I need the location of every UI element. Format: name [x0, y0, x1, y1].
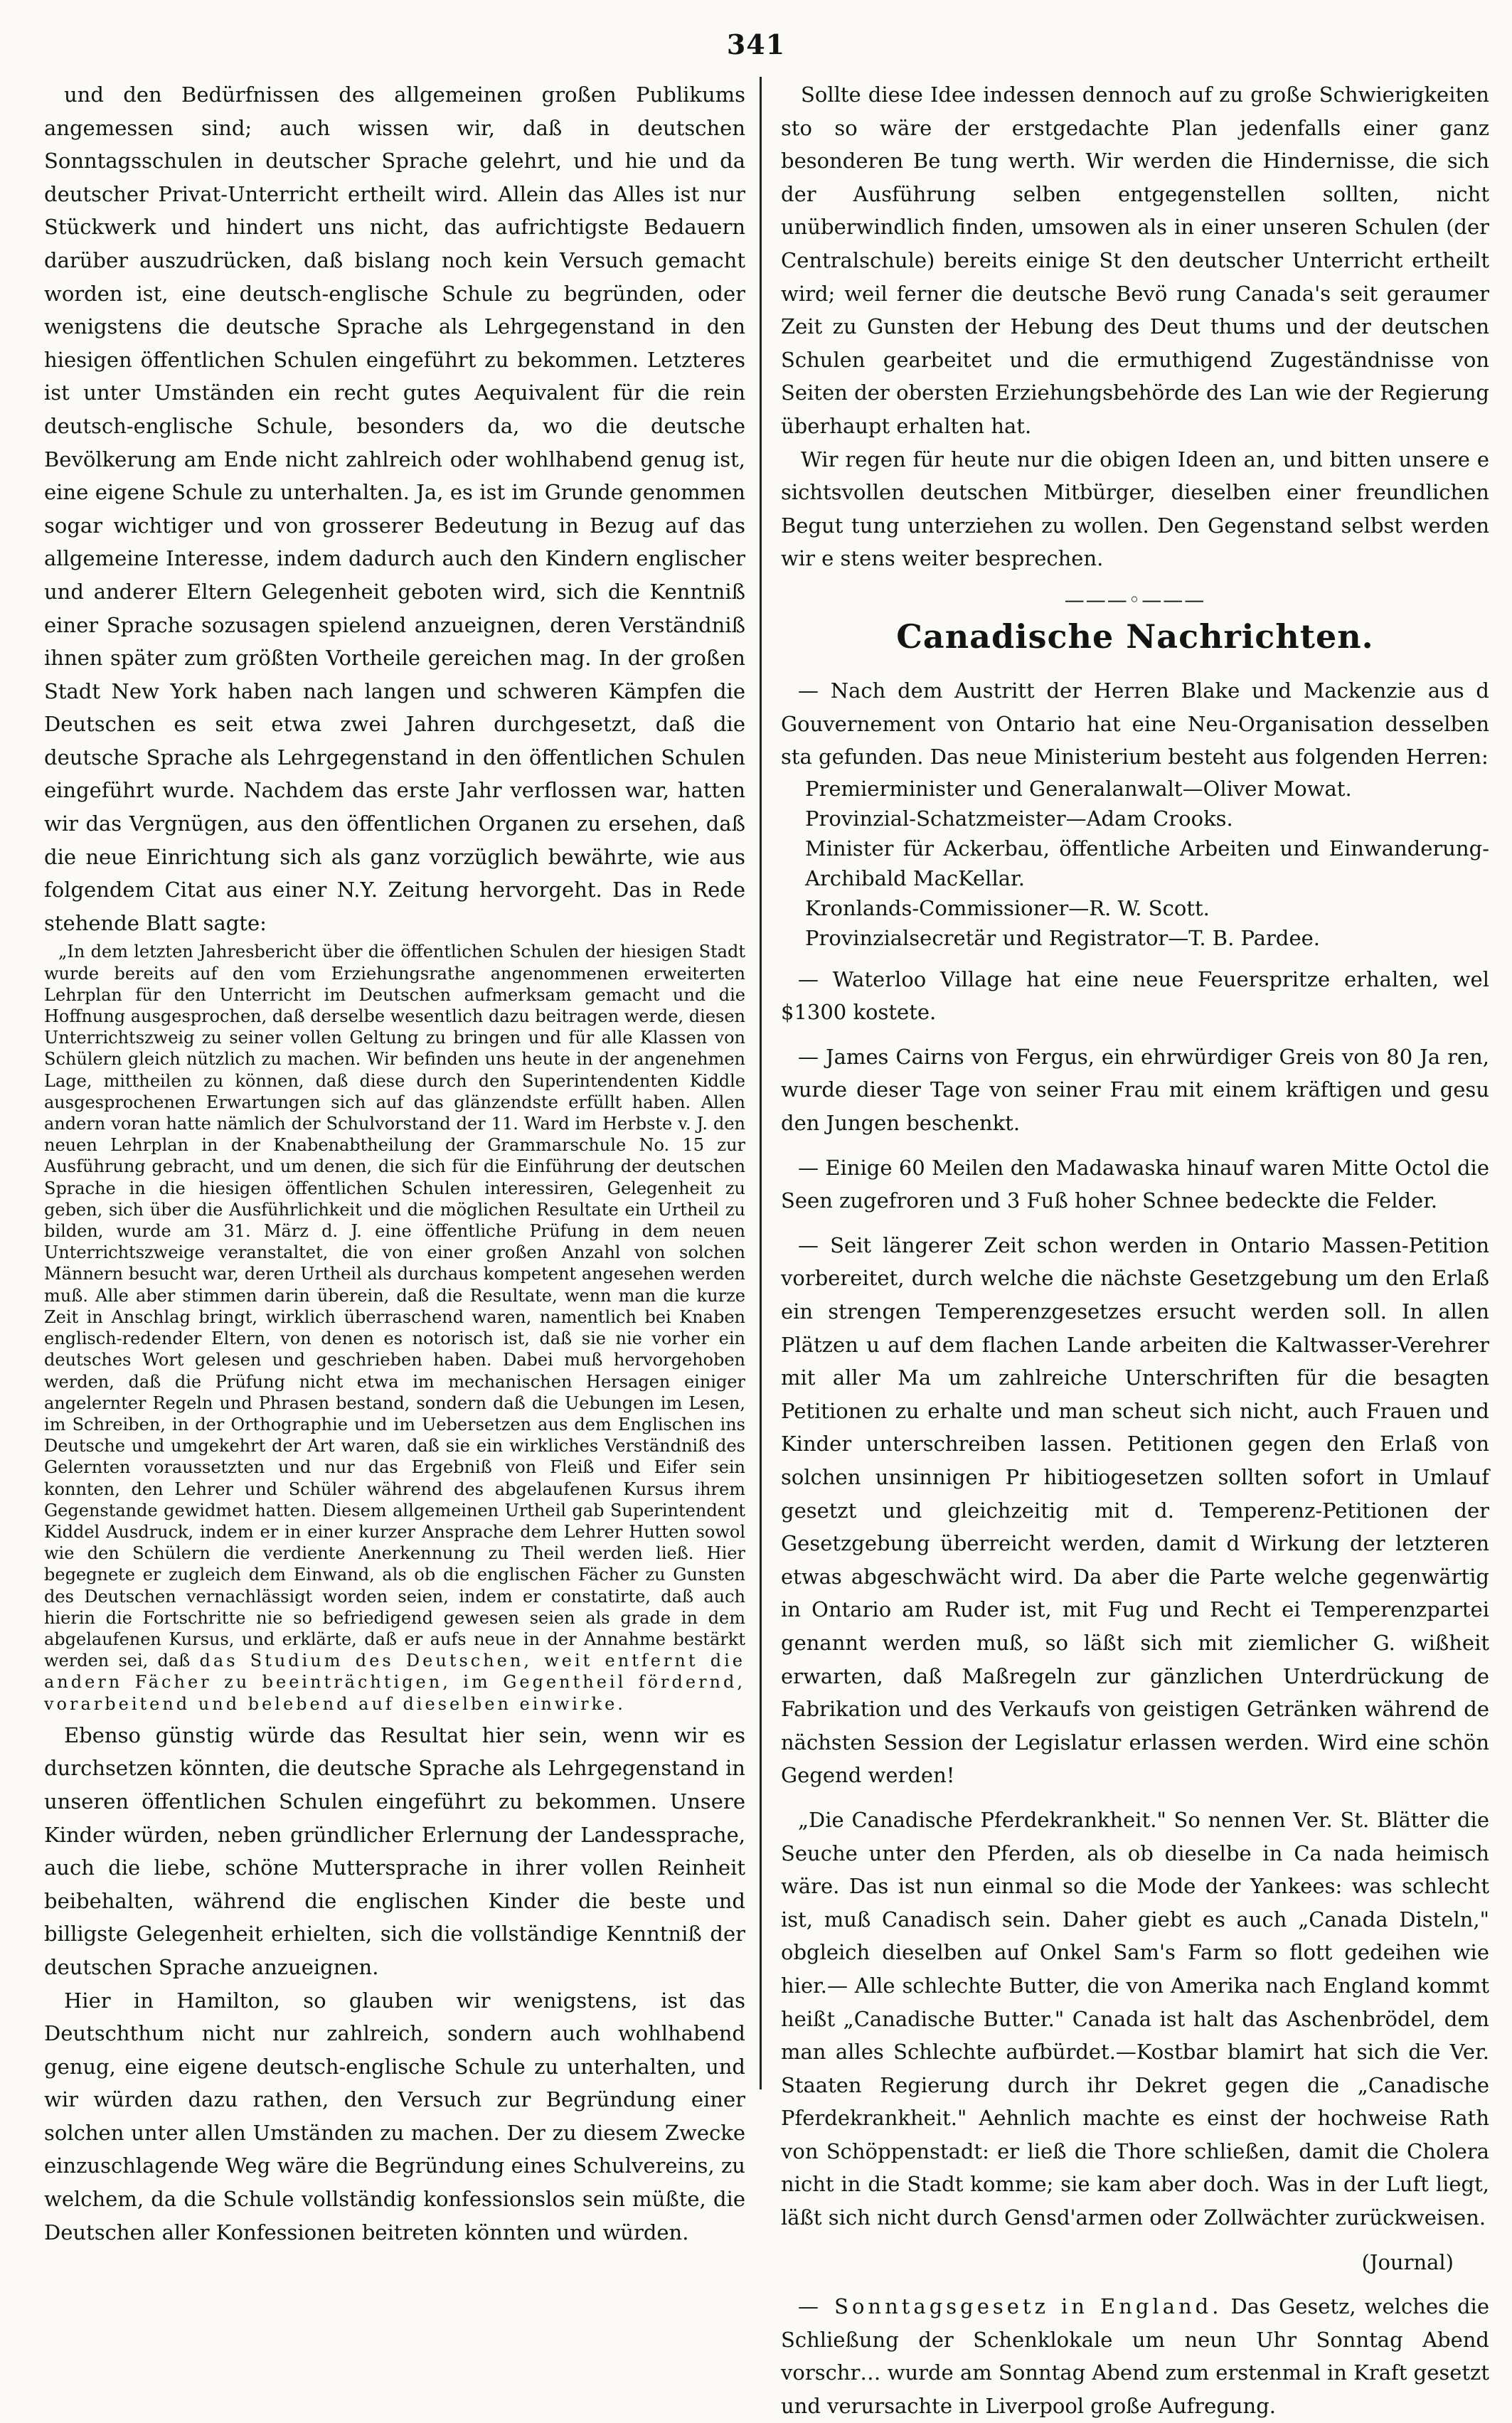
news-item-sunday-law-text: Das Gesetz, welches die Schließung der Schenklokale um neun Uhr Sonntag Abend vorschr… wurde am Sonntag Abend zum erstenmal in Kraft gesetzt und verursachte in Liverpool große Aufregung. [781, 2294, 1489, 2419]
news-item-waterloo: — Waterloo Village hat eine neue Feuerspritze erhalten, wel $1300 kostete. [781, 966, 1489, 1025]
journal-attribution: (Journal) [1361, 2249, 1454, 2274]
quoted-report-emphasis: das Studium des Deutschen, weit entfernt die andern Fächer zu beeinträchtigen, im Gegentheil fördernd, vorarbeitend und belebend auf dieselben einwirke. [44, 1651, 745, 1714]
left-column [44, 78, 745, 2244]
news-item-sunday-law [781, 2290, 1489, 2422]
minister-entry: Minister für Ackerbau, öffentliche Arbeiten und Einwanderung-Archibald MacKellar. [805, 836, 1489, 890]
section-separator: ———◦——— [1064, 587, 1206, 612]
minister-entry: Premierminister und Generalanwalt—Oliver Mowat. [805, 776, 1352, 801]
news-item-temperance: — Seit längerer Zeit schon werden in Ontario Massen-Petition vorbereitet, durch welche die nächste Gesetzgebung um den Erlaß ein strengen Temperenzgesetzes ersucht werden soll. In allen Plätzen u auf dem flachen Lande arbeiten die Kaltwasser-Verehrer mit aller Ma um zahlreiche Unterschriften für die besagten Petitionen zu erhalte und man scheut sich nicht, auch Frauen und Kinder unterschreiben lassen. Petitionen gegen den Erlaß von solchen unsinnigen Pr hibitiogesetzen sollten sofort in Umlauf gesetzt und gleichzeitig mit d. Temperenz-Petitionen der Gesetzgebung überreicht werden, damit d Wirkung der letzteren etwas abgeschwächt wird. Da aber die Parte welche gegenwärtig in Ontario am Ruder ist, mit Fug und Recht ei Temperenzpartei genannt werden muß, so läßt sich mit ziemlicher G. wißheit erwarten, daß Maßregeln zur gänzlichen Unterdrückung de Fabrikation und des Verkaufs von geistigen Getränken während de nächsten Session der Legislatur erlassen werden. Wird eine schön Gegend werden! [781, 1232, 1489, 1788]
left-paragraph-3: Hier in Hamilton, so glauben wir wenigstens, ist das Deutschthum nicht nur zahlreich, sondern auch wohlhabend genug, eine eigene deutsch-englische Schule zu unterhalten, und wir würden dazu rathen, den Versuch zur Begründung einer solchen unter allen Umständen zu machen. Der zu diesem Zwecke einzuschlagende Weg wäre die Begründung eines Schulvereins, zu welchem, da die Schule vollständig konfessionslos sein müßte, die Deutschen aller Konfessionen beitreten könnten und würden. [44, 1988, 745, 2244]
news-item-madawaska: — Einige 60 Meilen den Madawaska hinauf waren Mitte Octol die Seen zugefroren und 3 Fuß hoher Schnee bedeckte die Felder. [781, 1155, 1489, 1213]
ministers-list [805, 774, 1489, 953]
right-paragraph-1: Sollte diese Idee indessen dennoch auf zu große Schwierigkeiten sto so wäre der erstgedachte Plan jedenfalls einer ganz besonderen Be tung werth. Wir werden die Hindernisse, die sich der Ausführung selben entgegenstellen sollten, nicht unüberwindlich finden, umsowen als in einer unseren Schulen (der Centralschule) bereits einige St den deutscher Unterricht ertheilt wird; weil ferner die deutsche Bevö rung Canada's seit geraumer Zeit zu Gunsten der Hebung des Deut thums und der deutschen Schulen gearbeitet und die ermuthigend Zugeständnisse von Seiten der obersten Erziehungsbehörde des Lan wie der Regierung überhaupt erhalten hat. [781, 82, 1489, 438]
left-paragraph-1: und den Bedürfnissen des allgemeinen großen Publikums angemessen sind; auch wissen wir, daß in deutschen Sonntagsschulen in deutscher Sprache gelehrt, und hie und da deutscher Privat-Unterricht ertheilt wird. Allein das Alles ist nur Stückwerk und hindert uns nicht, das aufrichtigste Bedauern darüber auszudrücken, daß bislang noch kein Versuch gemacht worden ist, eine deutsch-englische Schule zu begründen, oder wenigstens die deutsche Sprache als Lehrgegenstand in den hiesigen öffentlichen Schulen eingeführt zu bekommen. Letzteres ist unter Umständen ein recht gutes Aequivalent für die rein deutsch-englische Schule, besonders da, wo die deutsche Bevölkerung am Ende nicht zahlreich oder wohlhabend genug ist, eine eigene Schule zu unterhalten. Ja, es ist im Grunde genommen sogar wichtiger und von grosserer Bedeutung in Bezug auf das allgemeine Interesse, indem dadurch auch den Kindern englischer und anderer Eltern Gelegenheit geboten wird, sich die Kenntniß einer Sprache sozusagen spielend anzueignen, deren Verständniß ihnen später zum größten Vortheile gereichen mag. In der großen Stadt New York haben nach langen und schweren Kämpfen die Deutschen es seit etwa zwei Jahren durchgesetzt, daß die deutsche Sprache als Lehrgegenstand in den öffentlichen Schulen eingeführt wurde. Nachdem das erste Jahr verflossen war, hatten wir das Vergnügen, aus den öffentlichen Organen zu ersehen, daß die neue Einrichtung sich als ganz vorzüglich bewährte, wie aus folgendem Citat aus einer N.Y. Zeitung hervorgeht. Das in Rede stehende Blatt sagte: [44, 82, 745, 935]
minister-entry: Provinzial-Schatzmeister—Adam Crooks. [805, 806, 1233, 831]
right-column [781, 78, 1489, 2419]
news-item-ministry: — Nach dem Austritt der Herren Blake und Mackenzie aus d Gouvernement von Ontario hat eine Neu-Organisation desselben sta gefunden. Das neue Ministerium besteht aus folgenden Herren: [781, 678, 1489, 769]
minister-entry: Provinzialsecretär und Registrator—T. B. Pardee. [805, 925, 1320, 950]
news-item-horse-disease: „Die Canadische Pferdekrankheit." So nennen Ver. St. Blätter die Seuche unter den Pferden, als ob dieselbe in Ca nada heimisch wäre. Das ist nun einmal so die Mode der Yankees: was schlecht ist, muß Canadisch sein. Daher giebt es auch „Canada Disteln," obgleich dieselben auf Onkel Sam's Farm so flott gedeihen wie hier.— Alle schlechte Butter, die von Amerika nach England kommt heißt „Canadische Butter." Canada ist halt das Aschenbrödel, dem man alles Schlechte aufbürdet.—Kostbar blamirt hat sich die Ver. Staaten Regierung durch ihr Dekret gegen die „Canadische Pferdekrankheit." Aehnlich machte es einst der hochweise Rath von Schöppenstadt: er ließ die Thore schließen, damit die Cholera nicht in die Stadt komme; sie kam aber doch. Was in der Luft liegt, läßt sich nicht durch Gensd'armen oder Zollwächter zurückweisen. [781, 1807, 1489, 2230]
page-number: 341 [726, 28, 786, 60]
minister-entry: Kronlands-Commissioner—R. W. Scott. [805, 895, 1210, 920]
quoted-report-text: „In dem letzten Jahresbericht über die öffentlichen Schulen der hiesigen Stadt wurde bereits auf den vom Erziehungsrathe angenommenen erweiterten Lehrplan für den Unterricht im Deutschen aufmerksam gemacht und die Hoffnung ausgesprochen, daß derselbe wesentlich dazu beitragen werde, diesen Unterrichtszweig zu seiner vollen Geltung zu bringen und für alle Klassen von Schülern gleich nützlich zu machen. Wir befinden uns heute in der angenehmen Lage, mittheilen zu können, daß diese durch den Superintendenten Kiddle ausgesprochenen Erwartungen sich auf das glänzendste erfüllt haben. Allen andern voran hatte nämlich der Schulvorstand der 11. Ward im Herbste v. J. den neuen Lehrplan in der Knabenabtheilung der Grammarschule No. 15 zur Ausführung gebracht, und um denen, die sich für die Einführung der deutschen Sprache in die hiesigen öffentlichen Schulen interessiren, Gelegenheit zu geben, sich über die Ausführlichkeit und die möglichen Resultate ein Urtheil zu bilden, wurde am 31. März d. J. eine öffentliche Prüfung in dem neuen Unterrichtszweige veranstaltet, die von einer großen Anzahl von solchen Männern besucht war, deren Urtheil als durchaus kompetent angesehen werden muß. Alle aber stimmen darin überein, daß die Resultate, wenn man die kurze Zeit in Anschlag bringt, wirklich überraschend waren, namentlich bei Knaben englisch-redender Eltern, von denen es notorisch ist, daß sie nie vorher ein deutsches Wort gelesen und geschrieben haben. Dabei muß hervorgehoben werden, daß die Prüfung nicht etwa im mechanischen Hersagen einiger angelernter Regeln und Phrasen bestand, sondern daß die Uebungen im Lesen, im Schreiben, in der Orthographie und im Uebersetzen aus dem Englischen ins Deutsche und umgekehrt der Art waren, daß sie ein wirkliches Verständniß des Gelernten voraussetzten und nur das Ergebniß von Fleiß und Eifer sein konnten, den Lehrer und Schüler während des abgelaufenen Kursus ihrem Gegenstande gewidmet hatten. Diesem allgemeinen Urtheil gab Superintendent Kiddel Ausdruck, indem er in einer kurzer Ansprache dem Lehrer Hutten sowol wie den Schülern die verdiente Anerkennung zu Theil werden ließ. Hier begegnete er zugleich dem Einwand, als ob die englischen Fächer zu Gunsten des Deutschen vernachlässigt worden seien, indem er constatirte, daß auch hierin die Fortschritte nie so befriedigend gewesen seien als grade in dem abgelaufenen Kursus, und erklärte, daß er aufs neue in der Annahme bestärkt werden sei, daß [44, 942, 745, 1671]
quoted-report [44, 941, 745, 1714]
left-paragraph-2: Ebenso günstig würde das Resultat hier sein, wenn wir es durchsetzen könnten, die deutsche Sprache als Lehrgegenstand in unseren öffentlichen Schulen eingeführt zu bekommen. Unsere Kinder würden, neben gründlicher Erlernung der Landessprache, auch die liebe, schöne Muttersprache in ihrer vollen Reinheit beibehalten, während die englischen Kinder die beste und billigste Gelegenheit erhielten, sich die vollständige Kenntniß der deutschen Sprache anzueignen. [44, 1722, 745, 1979]
section-heading: Canadische Nachrichten. [896, 617, 1374, 656]
news-item-sunday-law-title: — Sonntagsgesetz in England. [798, 2294, 1223, 2319]
column-divider [760, 77, 762, 2089]
news-item-fergus: — James Cairns von Fergus, ein ehrwürdiger Greis von 80 Ja ren, wurde dieser Tage von seiner Frau mit einem kräftigen und gesu den Jungen beschenkt. [781, 1044, 1489, 1136]
right-paragraph-2: Wir regen für heute nur die obigen Ideen an, und bitten unsere e sichtsvollen deutschen Mitbürger, dieselben einer freundlichen Begut tung unterziehen zu wollen. Den Gegenstand selbst werden wir e stens weiter besprechen. [781, 447, 1489, 571]
